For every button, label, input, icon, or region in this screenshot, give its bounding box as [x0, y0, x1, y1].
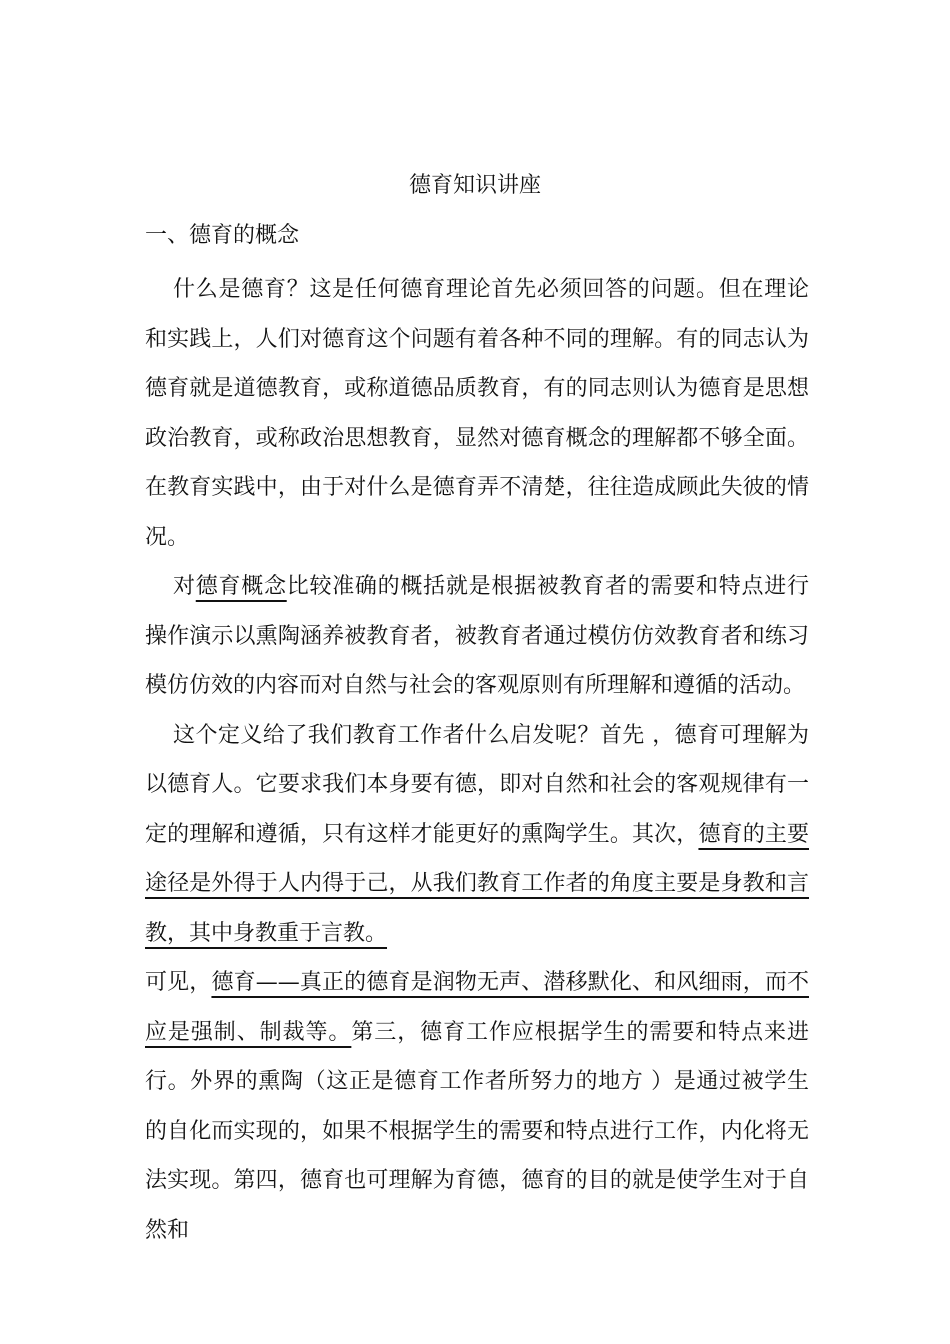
paragraph-2-start: 对 [173, 574, 196, 599]
underlined-passage: 德育的主要途径是外得于人内得于己，从我们教育工作者的角度主要是身教和言教，其中身教重于言教。 [145, 821, 809, 946]
paragraph-4 [145, 958, 809, 1255]
document-title: 德育知识讲座 [408, 173, 541, 198]
underlined-passage-2: 德育——真正的德育是润物无声、潜移默化、和风细雨，而不应是强制、制裁等。 [145, 970, 809, 1045]
section-heading: 一、德育的概念 [145, 223, 300, 248]
document-body [145, 265, 809, 1255]
underlined-term: 德育概念 [195, 574, 287, 599]
paragraph-2 [145, 562, 809, 711]
paragraph-4-rest: 第三，德育工作应根据学生的需要和特点来进行。外界的熏陶（这正是德育工作者所努力的地方 ）是通过被学生的自化而实现的，如果不根据学生的需要和特点进行工作，内化将无法实现。第四，德育也可理解为育德，德育的目的就是使学生对于自然和 [145, 1019, 809, 1243]
paragraph-3 [145, 711, 809, 959]
paragraph-1: 什么是德育？这是任何德育理论首先必须回答的问题。但在理论和实践上，人们对德育这个问题有着各种不同的理解。有的同志认为德育就是道德教育，或称道德品质教育，有的同志则认为德育是思想政治教育，或称政治思想教育，显然对德育概念的理解都不够全面。在教育实践中，由于对什么是德育弄不清楚，往往造成顾此失彼的情况。 [145, 277, 809, 550]
paragraph-4-start: 可见， [145, 970, 212, 995]
paragraph-3-start: 这个定义给了我们教育工作者什么启发呢？首先 ，德育可理解为以德育人。它要求我们本身要有德，即对自然和社会的客观规律有一定的理解和遵循，只有这样才能更好的熏陶学生。其次， [145, 722, 809, 847]
paragraph-2-rest: 比较准确的概括就是根据被教育者的需要和特点进行操作演示以熏陶涵养被教育者，被教育者通过模仿仿效教育者和练习模仿仿效的内容而对自然与社会的客观原则有所理解和遵循的活动。 [145, 574, 809, 698]
